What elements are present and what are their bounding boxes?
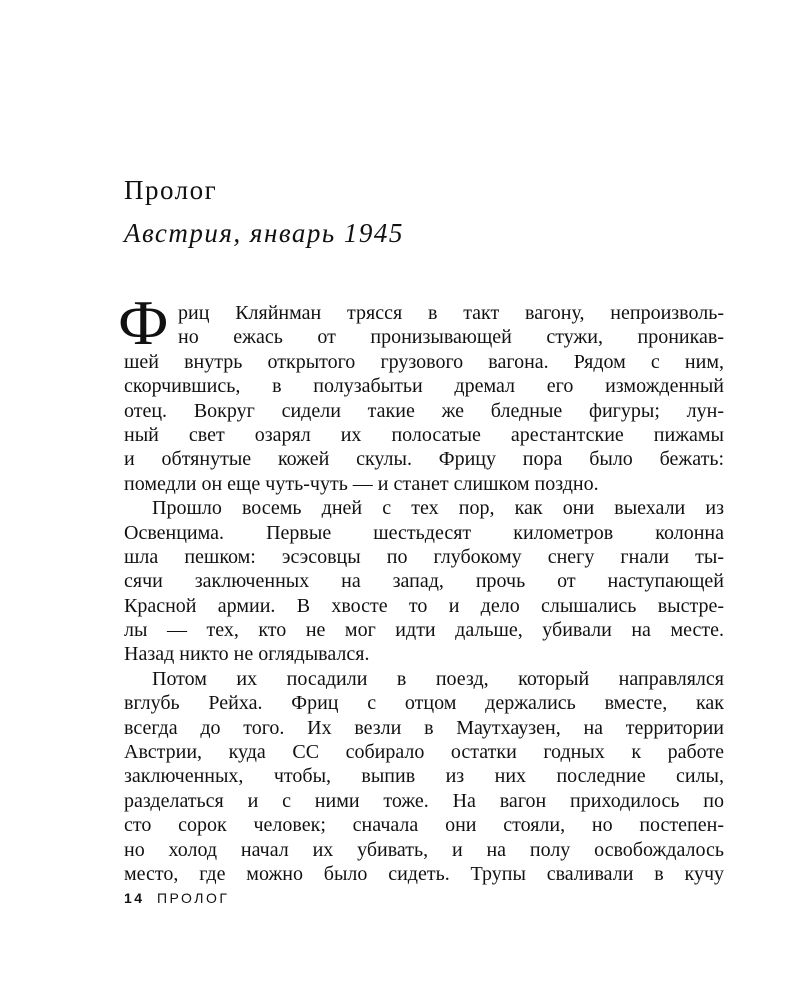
text-line: но холод начал их убивать, и на полу освобождалось (124, 838, 724, 861)
text-line: и обтянутые кожей скулы. Фрицу пора было бежать: (124, 448, 724, 471)
text-line: отец. Вокруг сидели такие же бледные фигуры; лун- (124, 399, 724, 422)
text-line: ный свет озарял их полосатые арестантские пижамы (124, 423, 724, 446)
text-line: Назад никто не оглядывался. (124, 643, 370, 666)
text-line: Красной армии. В хвосте то и дело слышались выстре- (124, 594, 724, 617)
text-line: Освенцима. Первые шестьдесят километров колонна (124, 521, 724, 544)
text-line: всегда до того. Их везли в Маутхаузен, на территории (124, 716, 724, 739)
text-line: помедли он еще чуть-чуть — и станет слишком поздно. (124, 472, 599, 495)
text-line: шла пешком: эсэсовцы по глубокому снегу гнали ты- (124, 545, 724, 568)
text-line: Австрии, куда СС собирало остатки годных к работе (124, 741, 724, 764)
text-line: Потом их посадили в поезд, который направлялся (152, 667, 724, 690)
text-line: разделаться и с ними тоже. На вагон приходилось по (124, 789, 724, 812)
text-line: Прошло восемь дней с тех пор, как они выехали из (152, 497, 724, 520)
page-footer (124, 890, 229, 906)
text-line: скорчившись, в полузабытьи дремал его изможденный (124, 375, 724, 398)
chapter-title: Пролог (124, 175, 218, 205)
drop-cap: Ф (118, 287, 169, 358)
text-line: шей внутрь открытого грузового вагона. Рядом с ним, (124, 350, 724, 373)
text-line: риц Кляйнман трясся в такт вагону, непроизволь- (178, 302, 724, 324)
text-line: лы — тех, кто не мог идти дальше, убивали на месте. (124, 619, 724, 642)
text-line: сто сорок человек; сначала они стояли, но постепен- (124, 814, 724, 837)
text-line: вглубь Рейха. Фриц с отцом держались вместе, как (124, 692, 724, 715)
page-number: 14 (124, 890, 145, 906)
text-line: сячи заключенных на запад, прочь от наступающей (124, 570, 724, 593)
text-line: заключенных, чтобы, выпив из них последние силы, (124, 765, 724, 788)
body-text (124, 301, 724, 886)
chapter-subtitle: Австрия, январь 1945 (124, 218, 404, 248)
running-head: ПРОЛОГ (156, 890, 230, 906)
text-line: место, где можно было сидеть. Трупы сваливали в кучу (124, 862, 724, 885)
text-line: но ежась от пронизывающей стужи, проникав- (178, 326, 724, 349)
